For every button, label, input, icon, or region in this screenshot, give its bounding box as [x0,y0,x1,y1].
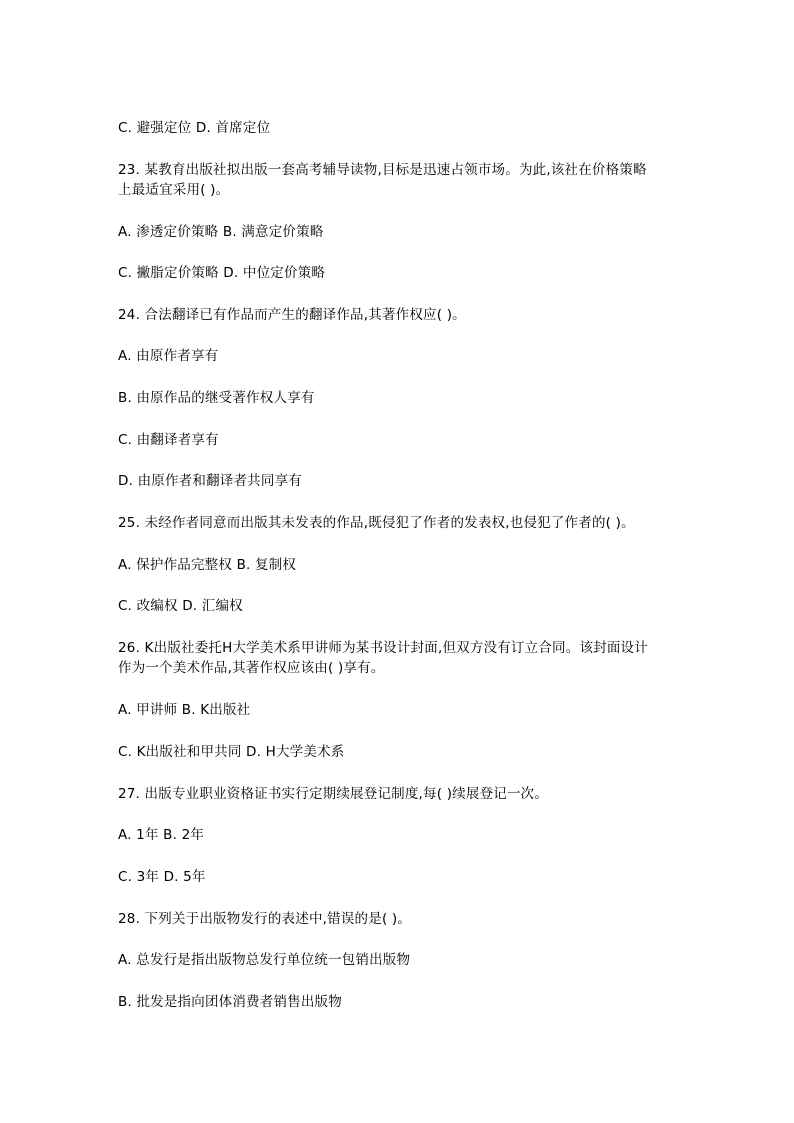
option-line-25-cd: C. 改编权 D. 汇编权 [118,598,243,614]
option-28-a: A. 总发行是指出版物总发行单位统一包销出版物 [118,952,411,968]
option-line-27-ab: A. 1年 B. 2年 [118,827,205,843]
question-23-line-2: 上最适宜采用( )。 [118,182,230,198]
option-24-a: A. 由原作者享有 [118,348,219,364]
question-24: 24. 合法翻译已有作品而产生的翻译作品,其著作权应( )。 [118,307,466,323]
question-26-line-2: 作为一个美术作品,其著作权应该由( )享有。 [118,660,385,676]
option-24-b: B. 由原作品的继受著作权人享有 [118,390,315,406]
option-line-27-cd: C. 3年 D. 5年 [118,869,206,885]
option-24-c: C. 由翻译者享有 [118,432,219,448]
option-line-26-cd: C. K出版社和甲共同 D. H大学美术系 [118,744,345,760]
option-24-d: D. 由原作者和翻译者共同享有 [118,473,302,489]
option-line-23-cd: C. 撇脂定价策略 D. 中位定价策略 [118,265,326,281]
question-28: 28. 下列关于出版物发行的表述中,错误的是( )。 [118,911,412,927]
option-line-25-ab: A. 保护作品完整权 B. 复制权 [118,557,297,573]
question-26-line-1: 26. K出版社委托H大学美术系甲讲师为某书设计封面,但双方没有订立合同。该封面设计 [118,640,648,656]
question-27: 27. 出版专业职业资格证书实行定期续展登记制度,每( )续展登记一次。 [118,786,549,802]
option-line-22-cd: C. 避强定位 D. 首席定位 [118,120,271,136]
option-line-23-ab: A. 渗透定价策略 B. 满意定价策略 [118,224,324,240]
option-line-26-ab: A. 甲讲师 B. K出版社 [118,702,251,718]
question-25: 25. 未经作者同意而出版其未发表的作品,既侵犯了作者的发表权,也侵犯了作者的( )。 [118,515,635,531]
question-23-line-1: 23. 某教育出版社拟出版一套高考辅导读物,目标是迅速占领市场。为此,该社在价格策略 [118,162,647,178]
option-28-b: B. 批发是指向团体消费者销售出版物 [118,994,342,1010]
